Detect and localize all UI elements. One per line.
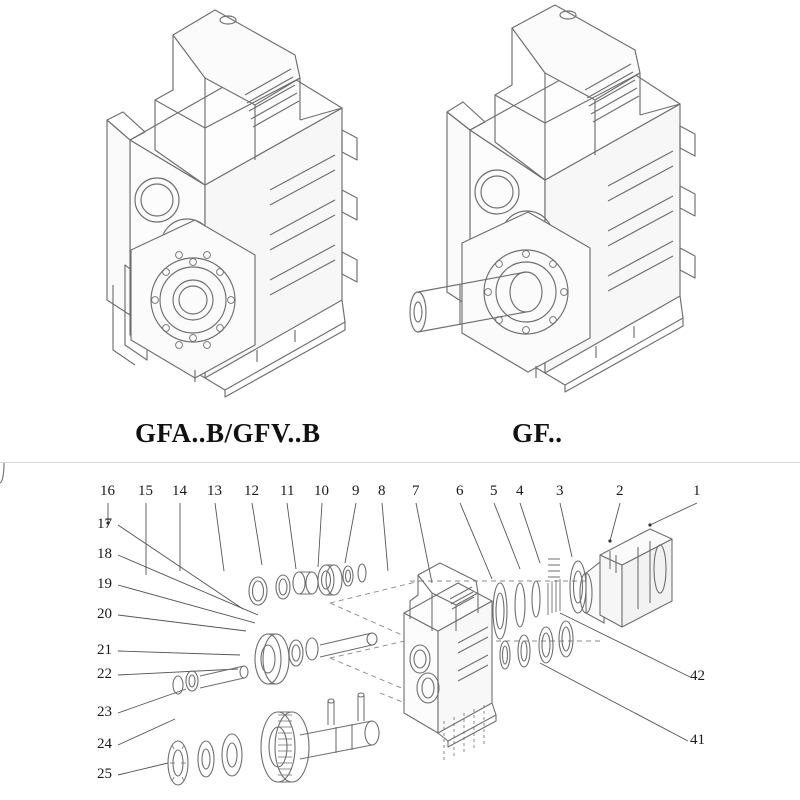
exploded-parts-svg xyxy=(0,463,800,800)
callout-19: 19 xyxy=(97,576,112,592)
callout-18: 18 xyxy=(97,546,112,562)
callout-10: 10 xyxy=(314,483,329,499)
callout-14: 14 xyxy=(172,483,187,499)
callout-13: 13 xyxy=(207,483,222,499)
callout-4: 4 xyxy=(516,483,524,499)
callout-25: 25 xyxy=(97,766,112,782)
callout-11: 11 xyxy=(280,483,295,499)
exploded-diagram xyxy=(0,463,800,800)
callout-9: 9 xyxy=(352,483,360,499)
callout-22: 22 xyxy=(97,666,112,682)
callout-6: 6 xyxy=(456,483,464,499)
gearbox-isometric-right-with-shaft xyxy=(400,0,720,400)
callout-16: 16 xyxy=(100,483,115,499)
callout-15: 15 xyxy=(138,483,153,499)
callout-1: 1 xyxy=(693,483,701,499)
callout-23: 23 xyxy=(97,704,112,720)
callout-21: 21 xyxy=(97,642,112,658)
callout-42: 42 xyxy=(690,668,705,684)
callout-20: 20 xyxy=(97,606,112,622)
callout-12: 12 xyxy=(244,483,259,499)
callout-7: 7 xyxy=(412,483,420,499)
callout-3: 3 xyxy=(556,483,564,499)
callout-5: 5 xyxy=(490,483,498,499)
gearbox-isometric-left xyxy=(95,0,385,400)
callout-41: 41 xyxy=(690,732,705,748)
callout-2: 2 xyxy=(616,483,624,499)
callout-17: 17 xyxy=(97,516,112,532)
caption-left: GFA..B/GFV..B xyxy=(135,418,321,448)
callout-24: 24 xyxy=(97,736,112,752)
callout-8: 8 xyxy=(378,483,386,499)
caption-right: GF.. xyxy=(512,418,563,448)
